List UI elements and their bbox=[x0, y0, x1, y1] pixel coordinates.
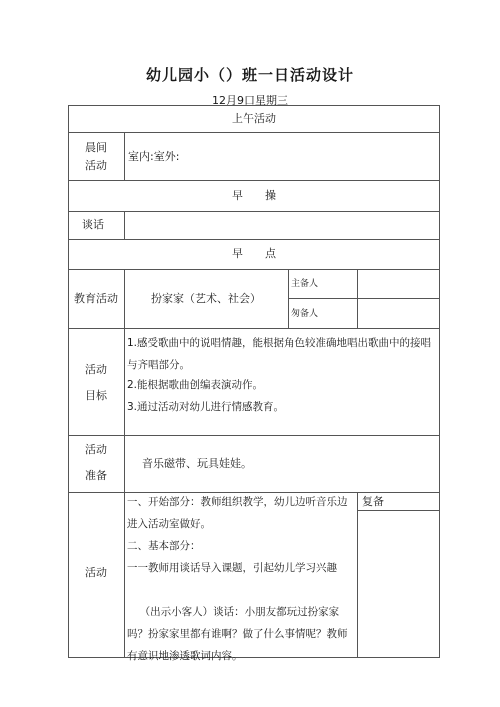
column-divider bbox=[124, 132, 125, 180]
date-line: 12月9口星期三 bbox=[212, 94, 288, 107]
review-label: 复备 bbox=[362, 495, 384, 508]
process-line: 一、开始部分：教师组织教学，幼儿边听音乐边进入活动室做好。 bbox=[127, 496, 348, 530]
exercise-header: 早 操 bbox=[232, 189, 276, 202]
row-divider bbox=[68, 239, 440, 240]
morning-activity-content: 室内:室外: bbox=[128, 150, 180, 163]
morning-activity-label: 活动 bbox=[85, 159, 107, 172]
goal-item: 1.感受歌曲中的说唱情趣，能根据角色较准确地唱出歌曲中的接唱与齐唱部分。 bbox=[127, 337, 432, 371]
talk-label: 谈话 bbox=[82, 218, 104, 231]
row-divider bbox=[357, 510, 440, 511]
goal-item: 2.能根据歌曲创编表演动作。 bbox=[127, 379, 264, 391]
goals-label: 目标 bbox=[85, 389, 107, 402]
education-label: 教育活动 bbox=[74, 292, 118, 305]
column-divider bbox=[357, 492, 358, 658]
row-divider bbox=[68, 180, 440, 181]
column-divider bbox=[357, 269, 358, 328]
preparation-label: 准备 bbox=[85, 469, 107, 482]
morning-section-header: 上午活动 bbox=[232, 112, 276, 125]
page-title: 幼儿园小（）班一日活动设计 bbox=[145, 66, 354, 84]
secondary-teacher-label: 匆备人 bbox=[291, 309, 319, 319]
goal-item: 3.通过活动对幼儿进行情感教育。 bbox=[127, 401, 285, 413]
preparation-label: 活动 bbox=[85, 443, 107, 456]
snack-header: 早 点 bbox=[232, 247, 276, 260]
goals-label: 活动 bbox=[85, 363, 107, 376]
column-divider bbox=[124, 211, 125, 239]
process-line: 一一教师用谈话导入课题，引起幼儿学习兴趣 bbox=[127, 562, 337, 574]
education-topic: 扮家家（艺术、社会） bbox=[151, 292, 261, 305]
lead-teacher-label: 主备人 bbox=[291, 279, 319, 289]
process-line: （出示小客人）谈话：小朋友都玩过扮家家吗？扮家家里都有谁啊？做了什么事情呢？教师有意识地渗透歌词内容。 bbox=[127, 606, 348, 662]
morning-activity-label: 晨间 bbox=[85, 141, 107, 154]
process-label: 活动 bbox=[85, 566, 107, 579]
row-divider bbox=[288, 298, 440, 299]
preparation-content: 音乐磁带、玩具娃娃。 bbox=[142, 457, 252, 470]
column-divider bbox=[124, 269, 125, 658]
column-divider bbox=[288, 269, 289, 328]
process-line: 二、基本部分： bbox=[127, 540, 201, 552]
